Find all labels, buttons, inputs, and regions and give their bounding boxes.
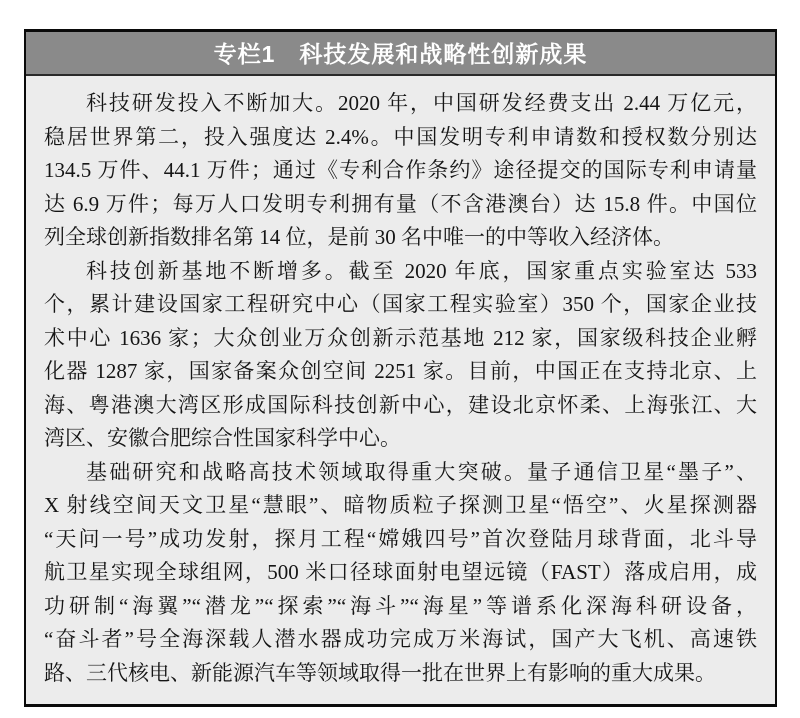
text-line: 海、粤港澳大湾区形成国际科技创新中心，建设北京怀柔、上海张江、大 [44,392,757,417]
text-line: X 射线空间天文卫星“慧眼”、暗物质粒子探测卫星“悟空”、火星探测器 [44,493,757,517]
column-box [24,29,777,707]
text-line: 基础研究和战略高技术领域取得重大突破。量子通信卫星“墨子”、 [86,459,757,484]
text-line: 功研制“海翼”“潜龙”“探索”“海斗”“海星”等谱系化深海科研设备， [44,593,757,618]
text-line: 术中心 1636 家；大众创业万众创新示范基地 212 家，国家级科技企业孵 [44,325,757,350]
paragraph-rd-investment [44,87,757,255]
text-line: 134.5 万件、44.1 万件；通过《专利合作条约》途径提交的国际专利申请量 [44,158,757,182]
text-line: 稳居世界第二，投入强度达 2.4%。中国发明专利申请数和授权数分别达 [44,124,757,149]
text-line: “奋斗者”号全海深载人潜水器成功完成万米海试，国产大飞机、高速铁 [44,627,757,651]
paragraph-breakthroughs [44,456,757,691]
text-line: 航卫星实现全球组网，500 米口径球面射电望远镜（FAST）落成启用，成 [44,560,757,584]
text-line: 湾区、安徽合肥综合性国家科学中心。 [44,426,401,450]
text-line: 科技创新基地不断增多。截至 2020 年底，国家重点实验室达 533 [86,258,757,283]
column-box-header-title: 专栏1 科技发展和战略性创新成果 [26,32,775,76]
text-line: 化器 1287 家，国家备案众创空间 2251 家。目前，中国正在支持北京、上 [44,359,757,383]
column-box-body [26,76,775,704]
text-line: “天问一号”成功发射，探月工程“嫦娥四号”首次登陆月球背面，北斗导 [44,526,757,551]
text-line: 科技研发投入不断加大。2020 年，中国研发经费支出 2.44 万亿元， [86,91,757,115]
text-line: 个，累计建设国家工程研究中心（国家工程实验室）350 个，国家企业技 [44,292,757,316]
text-line: 达 6.9 万件；每万人口发明专利拥有量（不含港澳台）达 15.8 件。中国位 [44,191,757,216]
text-line: 路、三代核电、新能源汽车等领域取得一批在世界上有影响的重大成果。 [44,660,716,685]
text-line: 列全球创新指数排名第 14 位，是前 30 名中唯一的中等收入经济体。 [44,225,674,249]
paragraph-innovation-bases [44,255,757,456]
